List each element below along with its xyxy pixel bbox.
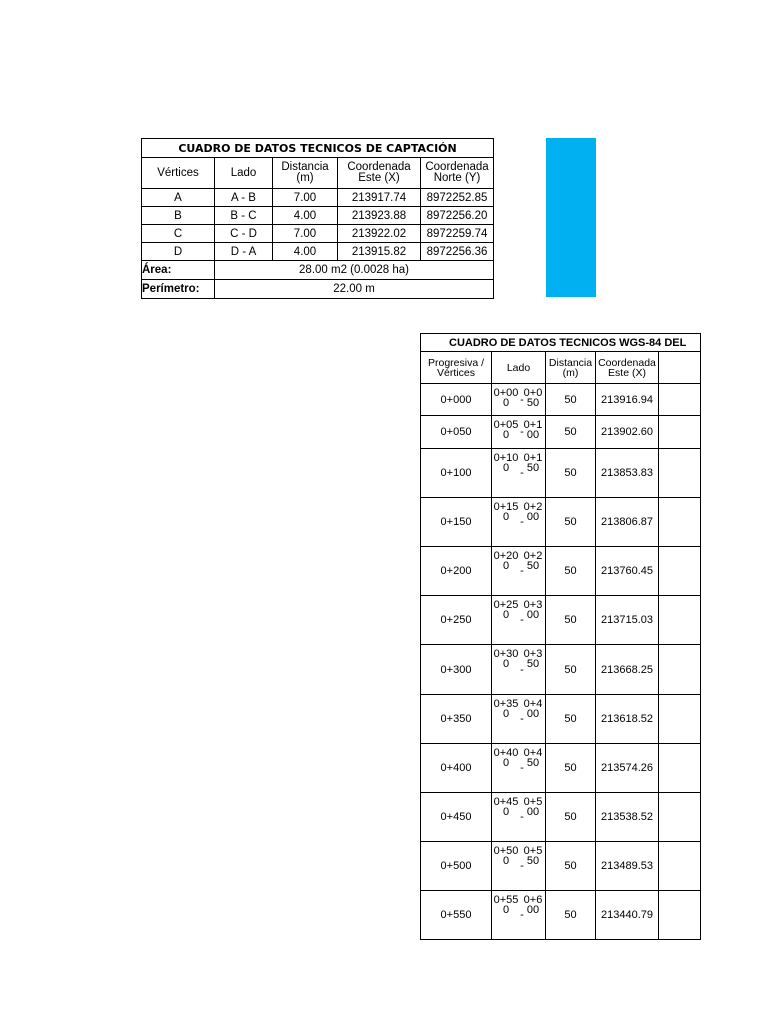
table-row	[421, 449, 701, 498]
cell-progresiva: 0+100	[421, 449, 492, 498]
lado-from: 0+50 0	[493, 845, 519, 867]
cell-distancia: 50	[546, 384, 596, 416]
cell-distancia: 7.00	[273, 189, 338, 207]
lado-dash: -	[520, 663, 524, 676]
lado-to: 0+3 00	[523, 599, 543, 621]
lado-dash: -	[520, 909, 524, 921]
cell-distancia: 50	[546, 793, 596, 842]
cell-distancia: 50	[546, 498, 596, 547]
lado-to: 0+5 50	[523, 845, 543, 867]
captacion-table	[141, 138, 494, 299]
cell-este: 213917.74	[338, 189, 421, 207]
cell-progresiva: 0+000	[421, 384, 492, 416]
header-coord-este: Coordenada Este (X)	[338, 158, 421, 189]
cell-progresiva: 0+500	[421, 842, 492, 891]
cell-clipped	[659, 793, 701, 842]
table-row	[421, 891, 701, 940]
cell-clipped	[659, 416, 701, 449]
cell-clipped	[659, 449, 701, 498]
perimetro-label: Perímetro:	[142, 280, 215, 299]
header-coord-norte: Coordenada Norte (Y)	[421, 158, 494, 189]
lado-from: 0+40 0	[493, 747, 519, 769]
table-row	[421, 793, 701, 842]
header-coord-este: Coordenada Este (X)	[596, 352, 659, 384]
cell-lado	[492, 596, 546, 645]
cell-distancia: 50	[546, 596, 596, 645]
cell-lado: A - B	[215, 189, 273, 207]
cell-clipped	[659, 695, 701, 744]
cell-este: 213440.79	[596, 891, 659, 940]
cell-progresiva: 0+550	[421, 891, 492, 940]
lado-to: 0+1 00	[523, 419, 543, 441]
cell-distancia: 50	[546, 416, 596, 449]
cell-distancia: 4.00	[273, 243, 338, 261]
cell-este: 213538.52	[596, 793, 659, 842]
table-row	[142, 243, 494, 261]
lado-to: 0+4 00	[523, 698, 543, 720]
cell-distancia: 50	[546, 645, 596, 695]
lado-to: 0+2 50	[523, 550, 543, 572]
wgs-table	[420, 333, 701, 940]
cell-este: 213806.87	[596, 498, 659, 547]
cell-clipped	[659, 842, 701, 891]
cell-clipped	[659, 744, 701, 793]
cell-norte: 8972252.85	[421, 189, 494, 207]
cell-progresiva: 0+300	[421, 645, 492, 695]
cell-lado: D - A	[215, 243, 273, 261]
table-row	[421, 695, 701, 744]
lado-dash: -	[520, 565, 524, 577]
lado-from: 0+00 0	[493, 387, 519, 409]
header-progresiva: Progresiva / Vértices	[421, 352, 492, 384]
cell-vertice: A	[142, 189, 215, 207]
cell-norte: 8972256.20	[421, 207, 494, 225]
cell-distancia: 50	[546, 695, 596, 744]
cell-este: 213922.02	[338, 225, 421, 243]
cell-este: 213715.03	[596, 596, 659, 645]
perimetro-value: 22.00 m	[215, 280, 494, 299]
table-row	[421, 842, 701, 891]
cell-distancia: 50	[546, 842, 596, 891]
lado-dash: -	[520, 393, 524, 406]
lado-to: 0+2 00	[523, 501, 543, 523]
cell-clipped	[659, 645, 701, 695]
lado-to: 0+1 50	[523, 452, 543, 474]
cell-este: 213915.82	[338, 243, 421, 261]
table-row	[142, 207, 494, 225]
lado-from: 0+05 0	[493, 419, 519, 441]
header-distancia: Distancia (m)	[273, 158, 338, 189]
lado-dash: -	[520, 860, 524, 872]
cell-progresiva: 0+200	[421, 547, 492, 596]
cell-lado: B - C	[215, 207, 273, 225]
cell-vertice: C	[142, 225, 215, 243]
cell-clipped	[659, 596, 701, 645]
wgs-title: CUADRO DE DATOS TECNICOS WGS-84 DEL	[421, 334, 701, 352]
table-row	[421, 645, 701, 695]
cell-clipped	[659, 384, 701, 416]
blue-color-block	[546, 138, 596, 297]
cell-clipped	[659, 498, 701, 547]
table-row	[421, 498, 701, 547]
cell-distancia: 50	[546, 744, 596, 793]
lado-from: 0+20 0	[493, 550, 519, 572]
cell-lado	[492, 842, 546, 891]
lado-from: 0+35 0	[493, 698, 519, 720]
cell-este: 213574.26	[596, 744, 659, 793]
cell-este: 213489.53	[596, 842, 659, 891]
captacion-title: CUADRO DE DATOS TECNICOS DE CAPTACIÓN	[142, 139, 494, 158]
cell-lado	[492, 416, 546, 449]
cell-clipped	[659, 547, 701, 596]
lado-to: 0+6 00	[523, 894, 543, 916]
lado-from: 0+30 0	[493, 648, 519, 670]
cell-distancia: 50	[546, 891, 596, 940]
cell-este: 213916.94	[596, 384, 659, 416]
cell-este: 213618.52	[596, 695, 659, 744]
cell-lado	[492, 384, 546, 416]
lado-from: 0+15 0	[493, 501, 519, 523]
lado-dash: -	[520, 713, 524, 725]
area-value: 28.00 m2 (0.0028 ha)	[215, 261, 494, 280]
lado-dash: -	[520, 516, 524, 528]
lado-from: 0+10 0	[493, 452, 519, 474]
cell-norte: 8972256.36	[421, 243, 494, 261]
table-row	[142, 225, 494, 243]
header-vertices: Vértices	[142, 158, 215, 189]
lado-dash: -	[520, 614, 524, 626]
cell-progresiva: 0+450	[421, 793, 492, 842]
cell-este: 213853.83	[596, 449, 659, 498]
cell-este: 213668.25	[596, 645, 659, 695]
lado-to: 0+4 50	[523, 747, 543, 769]
lado-dash: -	[520, 467, 524, 479]
cell-lado	[492, 695, 546, 744]
table-row	[421, 596, 701, 645]
cell-este: 213902.60	[596, 416, 659, 449]
cell-distancia: 4.00	[273, 207, 338, 225]
cell-progresiva: 0+400	[421, 744, 492, 793]
cell-progresiva: 0+050	[421, 416, 492, 449]
table-row	[421, 547, 701, 596]
cell-progresiva: 0+150	[421, 498, 492, 547]
cell-lado	[492, 793, 546, 842]
table-row	[421, 744, 701, 793]
cell-lado	[492, 547, 546, 596]
header-distancia: Distancia (m)	[546, 352, 596, 384]
cell-lado: C - D	[215, 225, 273, 243]
lado-dash: -	[520, 762, 524, 774]
lado-to: 0+5 00	[523, 796, 543, 818]
lado-from: 0+25 0	[493, 599, 519, 621]
cell-distancia: 50	[546, 547, 596, 596]
table-row	[421, 384, 701, 416]
header-lado: Lado	[492, 352, 546, 384]
cell-vertice: B	[142, 207, 215, 225]
lado-dash: -	[520, 811, 524, 823]
cell-lado	[492, 645, 546, 695]
cell-clipped	[659, 891, 701, 940]
lado-to: 0+3 50	[523, 648, 543, 670]
cell-lado	[492, 891, 546, 940]
area-label: Área:	[142, 261, 215, 280]
lado-from: 0+55 0	[493, 894, 519, 916]
cell-progresiva: 0+350	[421, 695, 492, 744]
lado-from: 0+45 0	[493, 796, 519, 818]
wgs-table-viewport	[420, 333, 687, 945]
cell-progresiva: 0+250	[421, 596, 492, 645]
table-row	[142, 189, 494, 207]
cell-lado	[492, 498, 546, 547]
cell-distancia: 50	[546, 449, 596, 498]
table-row	[421, 416, 701, 449]
cell-norte: 8972259.74	[421, 225, 494, 243]
lado-dash: -	[520, 426, 524, 438]
header-lado: Lado	[215, 158, 273, 189]
cell-lado	[492, 744, 546, 793]
cell-este: 213760.45	[596, 547, 659, 596]
cell-este: 213923.88	[338, 207, 421, 225]
header-clipped	[659, 352, 701, 384]
lado-to: 0+0 50	[523, 387, 543, 409]
cell-lado	[492, 449, 546, 498]
cell-vertice: D	[142, 243, 215, 261]
cell-distancia: 7.00	[273, 225, 338, 243]
